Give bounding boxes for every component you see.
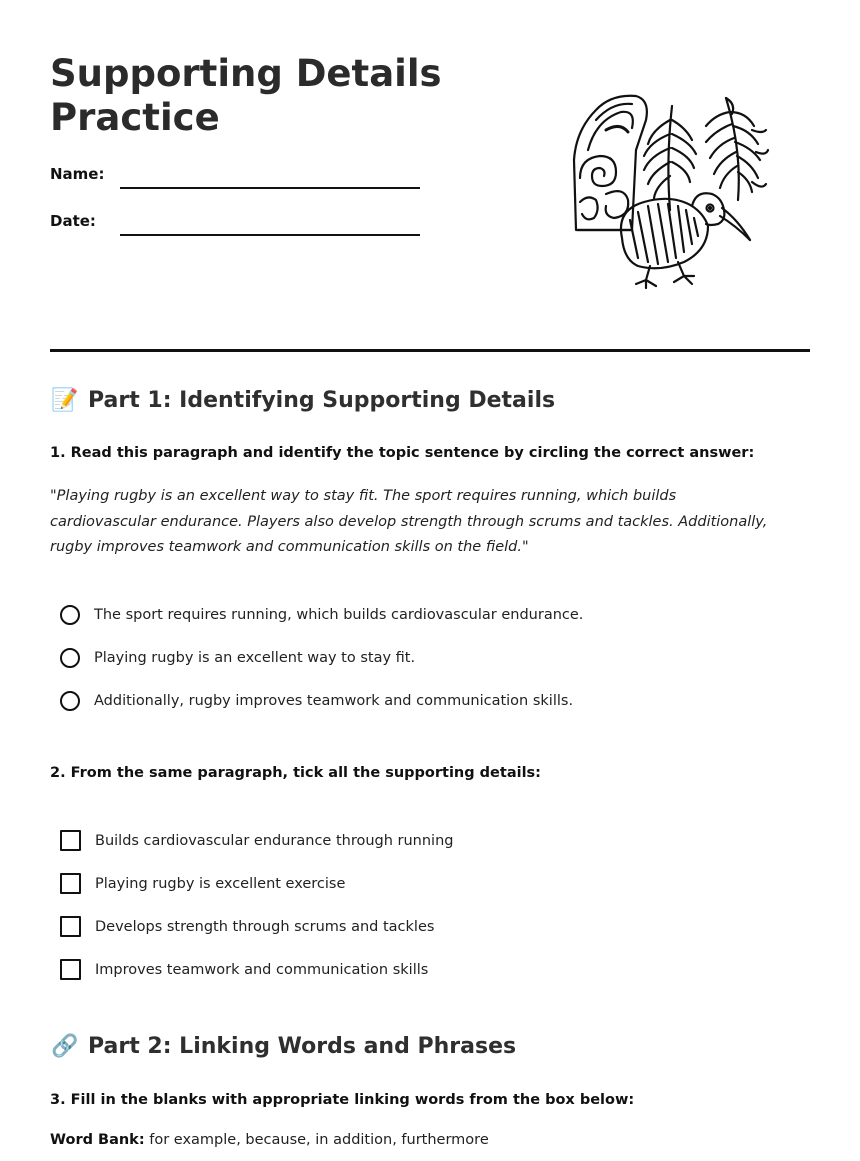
q1-option-1-label: The sport requires running, which builds cardiovascular endurance. [94, 607, 584, 623]
part1-heading [50, 388, 555, 413]
part2-heading-text: Part 2: Linking Words and Phrases [88, 1034, 517, 1059]
q2-option-2-label: Playing rugby is excellent exercise [95, 875, 346, 892]
kiwi-bird-fern-koru-icon [566, 90, 772, 290]
q2-option-1[interactable] [60, 830, 453, 851]
link-icon: 🔗 [51, 1034, 79, 1059]
worksheet-title [50, 52, 470, 140]
title-line-1: Supporting Details [50, 52, 442, 95]
radio-circle[interactable] [60, 691, 80, 711]
q1-option-1[interactable] [60, 605, 583, 625]
word-bank-label: Word Bank: [50, 1132, 145, 1148]
checkbox[interactable] [60, 916, 81, 937]
word-bank-words: for example, because, in addition, furthermore [149, 1132, 489, 1148]
part2-heading [50, 1034, 516, 1059]
title-line-2: Practice [50, 96, 220, 139]
part1-heading-text: Part 1: Identifying Supporting Details [88, 388, 556, 413]
q1-option-2[interactable] [60, 648, 415, 668]
radio-circle[interactable] [60, 648, 80, 668]
word-bank [50, 1132, 489, 1148]
date-field[interactable] [120, 234, 420, 236]
q1-option-2-label: Playing rugby is an excellent way to stay fit. [94, 650, 416, 666]
date-label: Date: [50, 212, 96, 230]
q2-option-1-label: Builds cardiovascular endurance through running [95, 832, 454, 849]
checkbox[interactable] [60, 830, 81, 851]
q2-option-4[interactable] [60, 959, 428, 980]
q2-option-3[interactable] [60, 916, 434, 937]
checkbox[interactable] [60, 873, 81, 894]
checkbox[interactable] [60, 959, 81, 980]
name-label: Name: [50, 165, 105, 183]
q2-option-3-label: Develops strength through scrums and tackles [95, 918, 435, 935]
q2-option-2[interactable] [60, 873, 345, 894]
q2-prompt: 2. From the same paragraph, tick all the supporting details: [50, 765, 541, 781]
q3-prompt: 3. Fill in the blanks with appropriate linking words from the box below: [50, 1092, 635, 1108]
q1-paragraph: "Playing rugby is an excellent way to stay fit. The sport requires running, which builds cardiovascular endurance. Players also develop strength through scrums and tackles. Additionally, rugby improves teamwork and communication skills on the field." [50, 488, 768, 555]
name-field[interactable] [120, 187, 420, 189]
radio-circle[interactable] [60, 605, 80, 625]
q1-option-3-label: Additionally, rugby improves teamwork and communication skills. [94, 693, 574, 709]
q2-option-4-label: Improves teamwork and communication skills [95, 961, 429, 978]
q1-prompt: 1. Read this paragraph and identify the topic sentence by circling the correct answer: [50, 445, 755, 461]
q1-option-3[interactable] [60, 691, 573, 711]
memo-icon: 📝 [51, 388, 79, 413]
header-divider [50, 349, 810, 352]
